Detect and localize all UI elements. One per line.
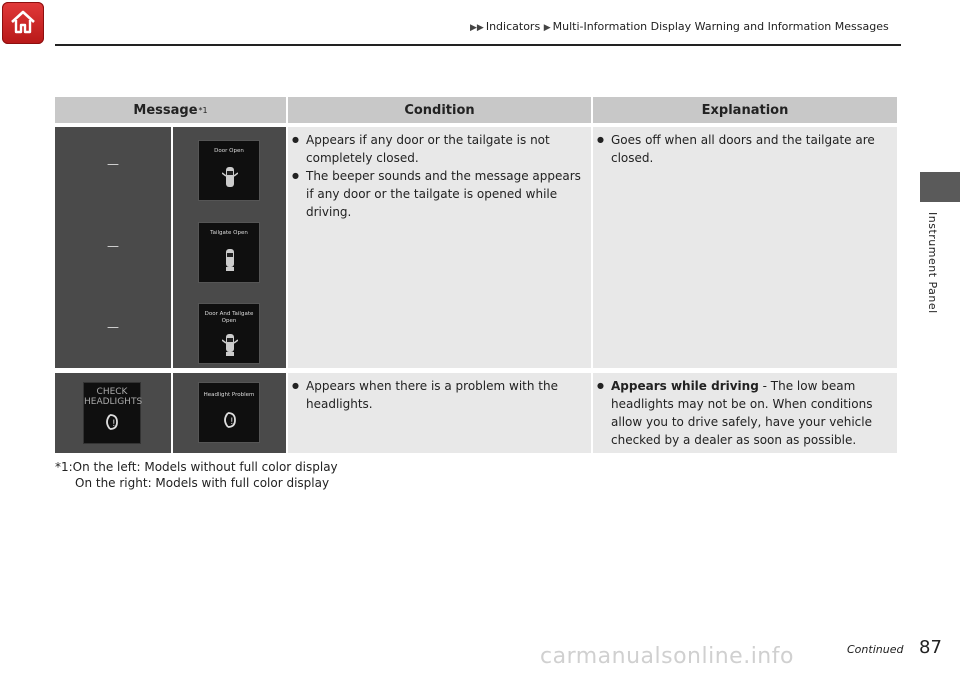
footnote <box>55 459 338 491</box>
header-condition: Condition <box>288 97 591 123</box>
home-icon <box>9 8 37 36</box>
explanation-item: ● Goes off when all doors and the tailgate are closed. <box>597 131 889 167</box>
car-top-view-icon <box>222 247 238 273</box>
condition-item: ● Appears when there is a problem with the headlights. <box>292 377 584 413</box>
page-number: 87 <box>919 637 942 658</box>
screen-text: Headlight Problem <box>203 392 255 398</box>
breadcrumb-arrow-icon: ▶ <box>543 23 551 33</box>
row2-right-cell <box>173 373 286 453</box>
condition-item: ● Appears if any door or the tailgate is not completely closed. <box>292 131 584 167</box>
car-top-view-icon <box>222 332 238 358</box>
message-dash: — <box>107 320 119 334</box>
door-open-screen <box>198 140 260 201</box>
condition-list <box>292 377 584 413</box>
condition-item: ● The beeper sounds and the message appears if any door or the tailgate is opened while driving. <box>292 167 584 221</box>
breadcrumb-item-messages[interactable]: Multi-Information Display Warning and Information Messages <box>552 20 889 33</box>
explanation-text: - The low beam headlights may not be on. When conditions allow you to drive safely, have your vehicle checked by a dealer as soon as possible. <box>611 379 873 447</box>
watermark: carmanualsonline.info <box>540 644 794 669</box>
row2-left-cell <box>55 373 171 453</box>
screen-text: Door Open <box>214 148 244 154</box>
section-tab <box>920 172 960 202</box>
breadcrumb <box>470 20 889 33</box>
row1-explanation-cell <box>593 127 897 368</box>
row2-explanation-cell <box>593 373 897 453</box>
continued-label: Continued <box>847 643 904 656</box>
header-message-label: Message <box>133 102 198 118</box>
check-headlights-screen <box>83 382 141 444</box>
message-dash: — <box>107 239 119 253</box>
tailgate-open-screen <box>198 222 260 283</box>
explanation-bold: Appears while driving <box>611 379 759 393</box>
row1-right-cell <box>173 127 286 368</box>
svg-text:!: ! <box>230 417 234 427</box>
explanation-list <box>597 377 889 449</box>
footnote-line: *1:On the left: Models without full color display <box>55 460 338 474</box>
section-label: Instrument Panel <box>926 212 939 314</box>
row1-condition-cell <box>288 127 591 368</box>
header-explanation: Explanation <box>593 97 897 123</box>
footnote-line: On the right: Models with full color display <box>75 476 330 490</box>
explanation-list <box>597 131 889 167</box>
message-dash: — <box>107 157 119 171</box>
header-divider <box>55 44 901 46</box>
header-message <box>55 97 286 123</box>
breadcrumb-arrow-icon: ▶▶ <box>470 23 484 33</box>
screen-text: Door And Tailgate Open <box>204 311 254 324</box>
explanation-item <box>597 377 889 449</box>
headlight-warning-icon <box>220 411 242 429</box>
car-top-view-icon <box>222 165 238 189</box>
home-button[interactable] <box>2 2 44 44</box>
door-and-tailgate-open-screen <box>198 303 260 364</box>
headlight-problem-screen <box>198 382 260 443</box>
svg-text:!: ! <box>112 419 116 429</box>
row2-condition-cell <box>288 373 591 453</box>
breadcrumb-item-indicators[interactable]: Indicators <box>485 20 541 33</box>
screen-text: CHECK HEADLIGHTS <box>84 387 143 407</box>
row1-left-cell <box>55 127 171 368</box>
headlight-warning-icon <box>102 413 124 431</box>
screen-text: Tailgate Open <box>210 230 248 236</box>
condition-list <box>292 131 584 221</box>
footnote-ref: *1 <box>198 105 208 115</box>
